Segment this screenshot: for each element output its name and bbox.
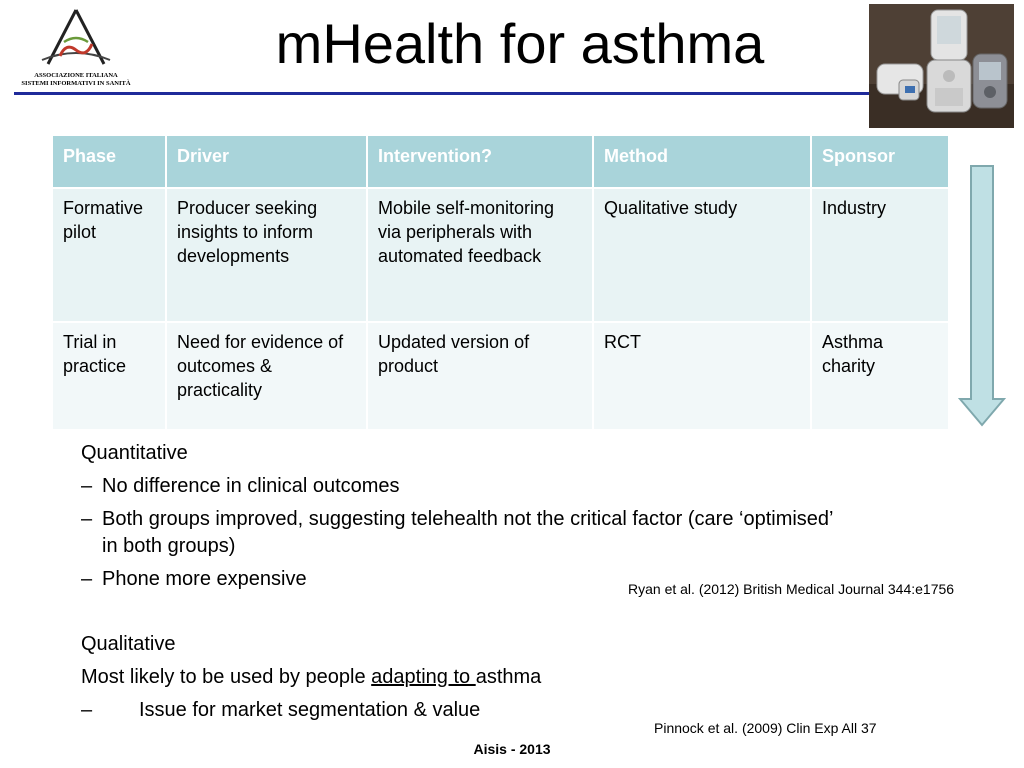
title-rule	[14, 92, 872, 95]
quant-item-2-line1: Both groups improved, suggesting telehealth not the critical factor (care ‘optimised’	[102, 508, 834, 530]
slide-title: mHealth for asthma	[275, 12, 765, 75]
header-method: Method	[593, 135, 811, 188]
qual-line	[81, 664, 541, 690]
logo-text-line2: SISTEMI INFORMATIVI IN SANITÀ	[21, 80, 131, 87]
qual-line-prefix: Most likely to be used by people	[81, 666, 372, 688]
cell-sponsor: Industry	[811, 188, 949, 322]
header-phase: Phase	[52, 135, 166, 188]
dash: –	[81, 699, 93, 721]
header-driver: Driver	[166, 135, 367, 188]
reference-ryan: Ryan et al. (2012) British Medical Journal 344:e1756	[628, 581, 955, 597]
cell-method: Qualitative study	[593, 188, 811, 322]
list-item	[81, 506, 834, 532]
list-item	[81, 473, 400, 499]
qual-item-1: Issue for market segmentation & value	[139, 699, 481, 721]
list-item	[81, 566, 307, 592]
dash: –	[81, 568, 93, 590]
footer-text: Aisis - 2013	[473, 741, 551, 757]
mobile-devices-photo	[869, 4, 1014, 128]
cell-driver: Need for evidence of outcomes & practicality	[166, 322, 367, 430]
qual-heading: Qualitative	[81, 633, 176, 655]
quant-heading: Quantitative	[81, 442, 188, 464]
table-row	[52, 188, 949, 322]
aisis-logo-mark	[36, 6, 116, 72]
phases-table-grid	[51, 134, 950, 431]
qual-line-underlined: adapting to	[371, 666, 476, 688]
aisis-logo	[14, 6, 138, 92]
cell-sponsor: Asthma charity	[811, 322, 949, 430]
cell-intervention: Mobile self-monitoring via peripherals with automated feedback	[367, 188, 593, 322]
reference-pinnock: Pinnock et al. (2009) Clin Exp All 37	[654, 720, 877, 736]
down-arrow-icon	[958, 165, 1006, 432]
dash: –	[81, 475, 93, 497]
cell-driver: Producer seeking insights to inform developments	[166, 188, 367, 322]
qual-line-suffix: asthma	[475, 666, 542, 688]
cell-intervention: Updated version of product	[367, 322, 593, 430]
quant-item-2-line2: in both groups)	[102, 535, 236, 557]
header-intervention: Intervention?	[367, 135, 593, 188]
header-sponsor: Sponsor	[811, 135, 949, 188]
dash: –	[81, 508, 93, 530]
table-row	[52, 322, 949, 430]
logo-text-line1: ASSOCIAZIONE ITALIANA	[34, 72, 118, 79]
cell-method: RCT	[593, 322, 811, 430]
quant-item-1: No difference in clinical outcomes	[102, 475, 400, 497]
list-item	[81, 697, 480, 723]
cell-phase: Formative pilot	[52, 188, 166, 322]
table-header-row	[52, 135, 949, 188]
phases-table	[51, 134, 948, 431]
logo-text	[14, 72, 138, 88]
cell-phase: Trial in practice	[52, 322, 166, 430]
quant-item-3: Phone more expensive	[102, 568, 307, 590]
